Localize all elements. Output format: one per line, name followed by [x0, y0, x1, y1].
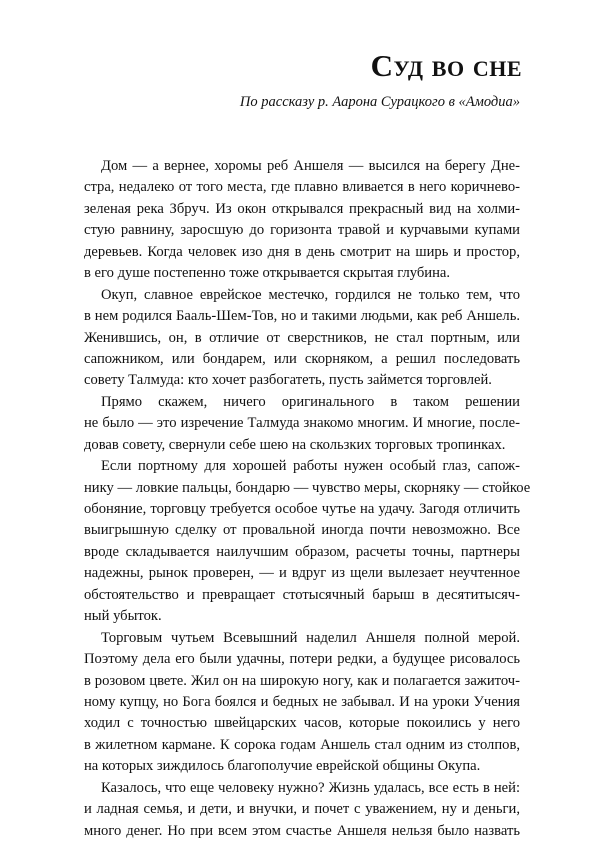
text-line: и ладная семья, и дети, и внучки, и почет с уважением, ну и деньги, — [84, 801, 520, 818]
text-line: на которых зиждилось благополучие еврейской общины Окупа. — [84, 758, 481, 775]
text-line: выигрышную сделку от провальной иногда почти невозможно. Все — [84, 522, 520, 539]
text-line: Женившись, он, в отличие от сверстников, не стал портным, или — [84, 329, 520, 346]
text-line: деревьев. Когда человек изо дня в день смотрит на ширь и простор, — [84, 243, 520, 260]
text-line: Окуп, славное еврейское местечко, гордился не только тем, что — [101, 286, 520, 303]
text-line: Прямо скажем, ничего оригинального в таком решении — [101, 393, 520, 410]
text-line: сапожником, или бондарем, или скорняком, а решил последовать — [84, 350, 520, 367]
text-line: в жилетном кармане. К сорока годам Аншель стал одним из столпов, — [84, 736, 520, 753]
text-line: в его душе постепенно тоже открывается скрытая глубина. — [84, 265, 451, 282]
text-line: надежны, рынок проверен, — и вдруг из щели вылезает неучтенное — [84, 565, 520, 582]
paragraph — [84, 156, 520, 285]
text-line: ный убыток. — [84, 608, 162, 625]
text-line: вроде складывается наилучшим образом, расчеты точны, партнеры — [84, 543, 520, 560]
text-line: Поэтому дела его были удачны, потери редки, а будущее рисовалось — [84, 651, 520, 668]
paragraph — [84, 628, 520, 778]
text-line: обоняние, торговцу требуется особое чутье на удачу. Загодя отличить — [84, 501, 520, 517]
text-line: довав совету, свернули себе шею на скользких торговых тропинках. — [84, 436, 506, 453]
paragraph — [84, 456, 531, 628]
text-line: ному купцу, но Бога боялся и бедных не забывал. И на уроки Учения — [84, 693, 520, 710]
body-text — [84, 156, 531, 842]
text-line: не было — это изречение Талмуда знакомо многим. И многие, после- — [84, 415, 520, 432]
text-line: совету Талмуда: кто хочет разбогатеть, пусть займется торговлей. — [84, 372, 492, 389]
chapter-subtitle: По рассказу р. Аарона Сурацкого в «Амодиа» — [239, 94, 520, 110]
paragraph — [84, 778, 520, 842]
paragraph — [84, 392, 520, 456]
text-line: ходил с точностью швейцарских часов, которые покоились у него — [84, 715, 520, 732]
chapter-title: Суд во сне — [370, 48, 522, 83]
text-line: много денег. Но при всем этом счастье Аншеля нельзя было назвать — [84, 822, 520, 839]
text-line: нику — ловкие пальцы, бондарю — чувство меры, скорняку — стойкое — [84, 479, 531, 496]
text-line: в нем родился Бааль-Шем-Тов, но и такими людьми, как реб Аншель. — [84, 308, 520, 325]
text-line: обстоятельство и превращает стотысячный барыш в десятитысяч- — [84, 586, 520, 603]
paragraph — [84, 285, 520, 392]
text-line: Если портному для хорошей работы нужен особый глаз, сапож- — [101, 458, 520, 475]
text-line: Торговым чутьем Всевышний наделил Аншеля полной мерой. — [101, 629, 520, 646]
text-line: Дом — а вернее, хоромы реб Аншеля — высился на берегу Дне- — [101, 158, 520, 174]
text-line: зеленая река Збруч. Из окон открывался прекрасный вид на холми- — [84, 200, 520, 217]
text-line: Казалось, что еще человеку нужно? Жизнь удалась, все есть в ней: — [101, 779, 520, 796]
text-line: стра, недалеко от того места, где плавно вливается в него коричнево- — [84, 179, 520, 196]
text-line: стую равнину, заросшую до горизонта травой и курчавыми купами — [84, 222, 520, 239]
text-line: в розовом цвете. Жил он на широкую ногу, как и полагается зажиточ- — [84, 672, 520, 689]
